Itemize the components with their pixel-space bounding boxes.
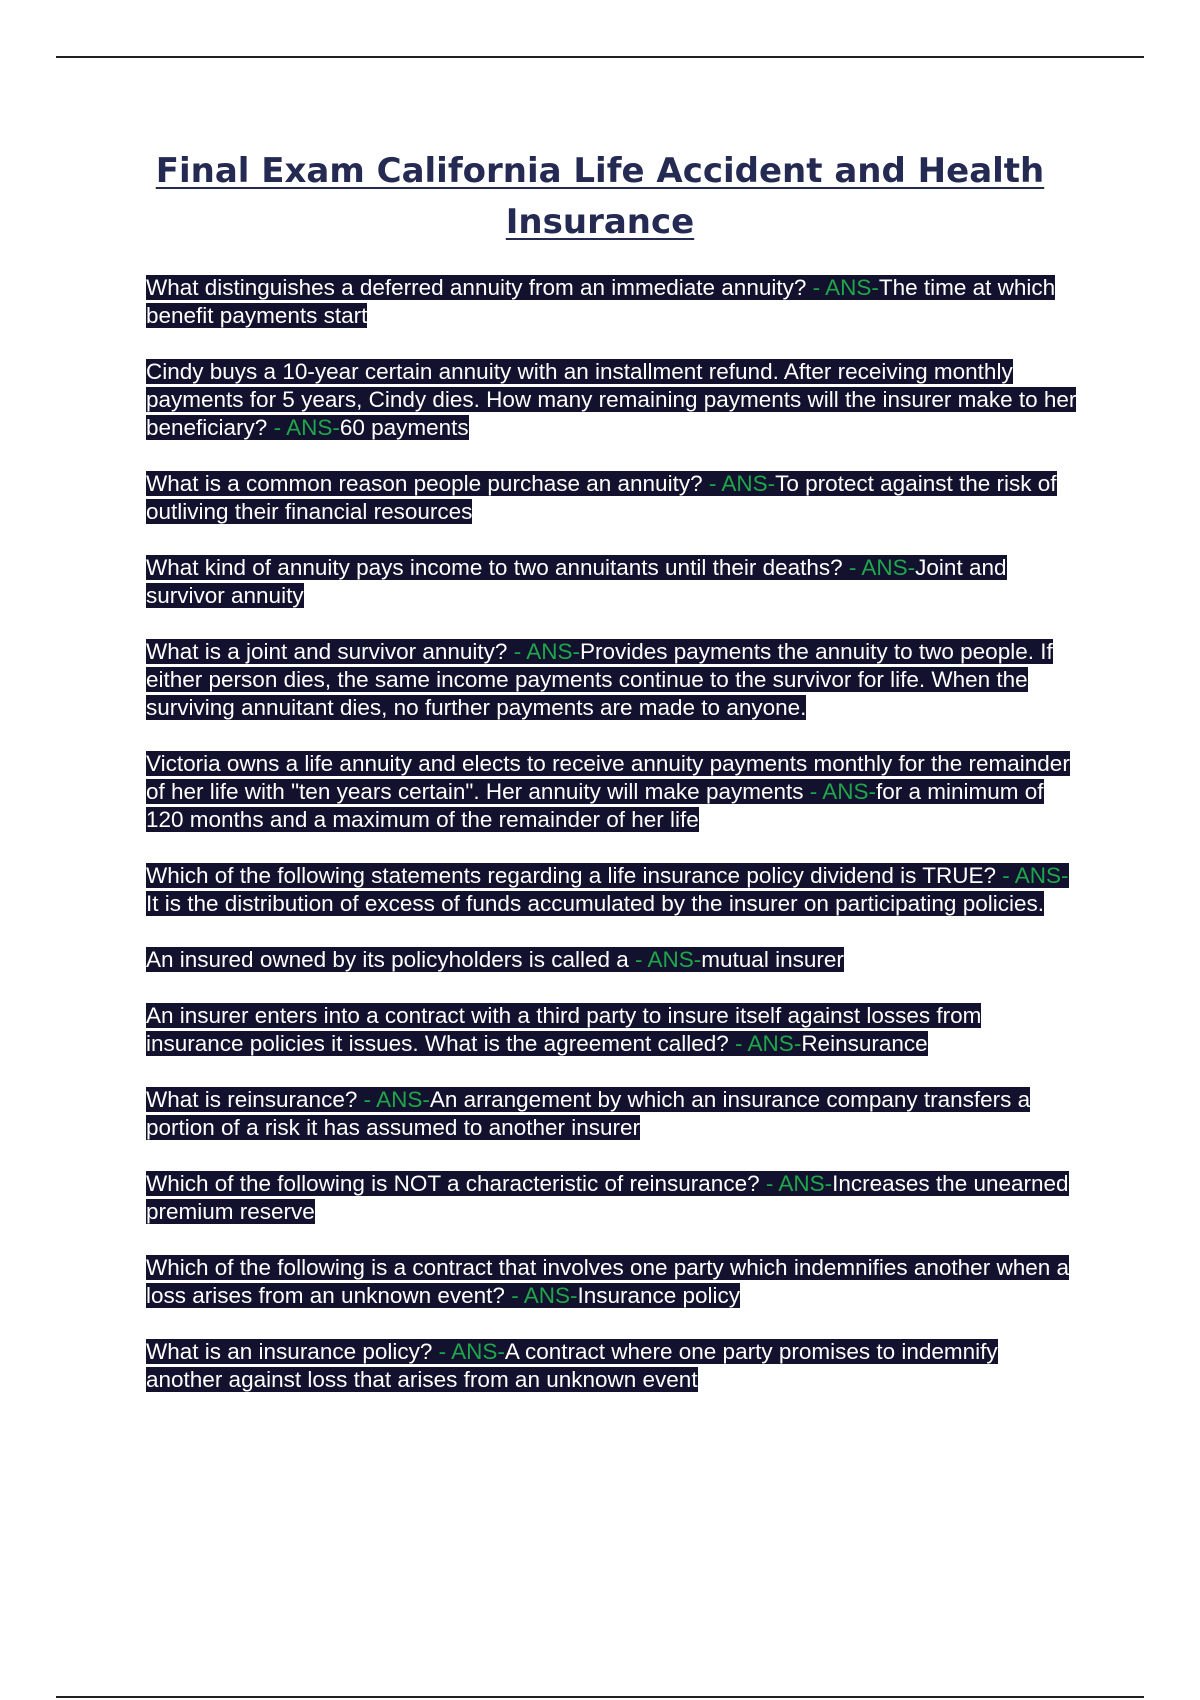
qa-item-3 xyxy=(146,470,1080,526)
highlighted-text xyxy=(146,275,1055,328)
question-text: Which of the following statements regarding a life insurance policy dividend is TRUE? xyxy=(146,863,997,888)
answer-text: It is the distribution of excess of funds accumulated by the insurer on participating policies. xyxy=(146,891,1044,916)
answer-text: An arrangement by which an insurance company transfers a portion of a risk it has assumed to another insurer xyxy=(146,1087,1031,1140)
question-text: What distinguishes a deferred annuity from an immediate annuity? xyxy=(146,275,807,300)
question-text: What is an insurance policy? xyxy=(146,1339,433,1364)
qa-item-4 xyxy=(146,554,1080,610)
question-text: What is a common reason people purchase an annuity? xyxy=(146,471,703,496)
highlighted-text xyxy=(146,1087,1030,1140)
answer-marker: - ANS- xyxy=(504,1283,578,1308)
answer-text: Reinsurance xyxy=(801,1031,928,1056)
qa-item-7 xyxy=(146,862,1080,918)
answer-marker: - ANS- xyxy=(806,275,879,300)
answer-text: Provides payments the annuity to two people. If either person dies, the same income payments continue to the survivor for life. When the surviving annuitant dies, no further payments are made to anyone. xyxy=(146,639,1053,720)
qa-item-1 xyxy=(146,274,1080,330)
answer-marker: - ANS- xyxy=(357,1087,430,1112)
question-text: What kind of annuity pays income to two annuitants until their deaths? xyxy=(146,555,843,580)
top-rule xyxy=(56,56,1144,58)
qa-item-2 xyxy=(146,358,1080,442)
highlighted-text xyxy=(146,1339,998,1392)
question-text: An insurer enters into a contract with a third party to insure itself against losses from insurance policies it issues. What is the agreement called? xyxy=(146,1003,982,1056)
answer-marker: - ANS- xyxy=(842,555,916,580)
answer-text: Joint and survivor annuity xyxy=(146,555,1007,608)
answer-marker: - ANS- xyxy=(702,471,776,496)
qa-item-9 xyxy=(146,1002,1080,1058)
qa-item-12 xyxy=(146,1254,1080,1310)
answer-text: Insurance policy xyxy=(577,1283,741,1308)
question-text: What is reinsurance? xyxy=(146,1087,358,1112)
question-text: What is a joint and survivor annuity? xyxy=(146,639,508,664)
highlighted-text xyxy=(146,1003,981,1056)
highlighted-text xyxy=(146,751,1070,832)
question-text: Which of the following is a contract that involves one party which indemnifies another when a loss arises from an unknown event? xyxy=(146,1255,1069,1308)
answer-text: mutual insurer xyxy=(701,947,844,972)
qa-list xyxy=(146,274,1080,1422)
question-text: An insured owned by its policyholders is called a xyxy=(146,947,629,972)
answer-text: A contract where one party promises to indemnify another against loss that arises from an unknown event xyxy=(146,1339,998,1392)
answer-text: 60 payments xyxy=(339,415,469,440)
question-text: Which of the following is NOT a characteristic of reinsurance? xyxy=(146,1171,760,1196)
highlighted-text xyxy=(146,471,1057,524)
answer-marker: - ANS- xyxy=(432,1339,505,1364)
question-text: Cindy buys a 10-year certain annuity with an installment refund. After receiving monthly payments for 5 years, Cindy dies. How many remaining payments will the insurer make to her beneficiary? xyxy=(146,359,1077,440)
highlighted-text xyxy=(146,863,1069,916)
qa-item-13 xyxy=(146,1338,1080,1394)
answer-marker: - ANS- xyxy=(728,1031,802,1056)
highlighted-text xyxy=(146,555,1007,608)
answer-marker: - ANS- xyxy=(759,1171,833,1196)
answer-text: for a minimum of 120 months and a maximum of the remainder of her life xyxy=(146,779,1044,832)
highlighted-text xyxy=(146,1171,1069,1224)
qa-item-5 xyxy=(146,638,1080,722)
answer-marker: - ANS- xyxy=(628,947,702,972)
qa-item-10 xyxy=(146,1086,1080,1142)
highlighted-text xyxy=(146,947,844,972)
answer-marker: - ANS- xyxy=(996,863,1069,888)
answer-marker: - ANS- xyxy=(803,779,877,804)
answer-text: To protect against the risk of outliving their financial resources xyxy=(146,471,1057,524)
highlighted-text xyxy=(146,1255,1069,1308)
highlighted-text xyxy=(146,639,1053,720)
answer-marker: - ANS- xyxy=(267,415,340,440)
qa-item-11 xyxy=(146,1170,1080,1226)
qa-item-6 xyxy=(146,750,1080,834)
answer-marker: - ANS- xyxy=(507,639,580,664)
document-title: Final Exam California Life Accident and Health Insurance xyxy=(155,151,1045,242)
highlighted-text xyxy=(146,359,1076,440)
answer-text: Increases the unearned premium reserve xyxy=(146,1171,1069,1224)
answer-text: The time at which benefit payments start xyxy=(146,275,1056,328)
bottom-rule xyxy=(56,1696,1144,1698)
question-text: Victoria owns a life annuity and elects to receive annuity payments monthly for the remainder of her life with "ten years certain". Her annuity will make payments xyxy=(146,751,1070,804)
qa-item-8 xyxy=(146,946,1080,974)
